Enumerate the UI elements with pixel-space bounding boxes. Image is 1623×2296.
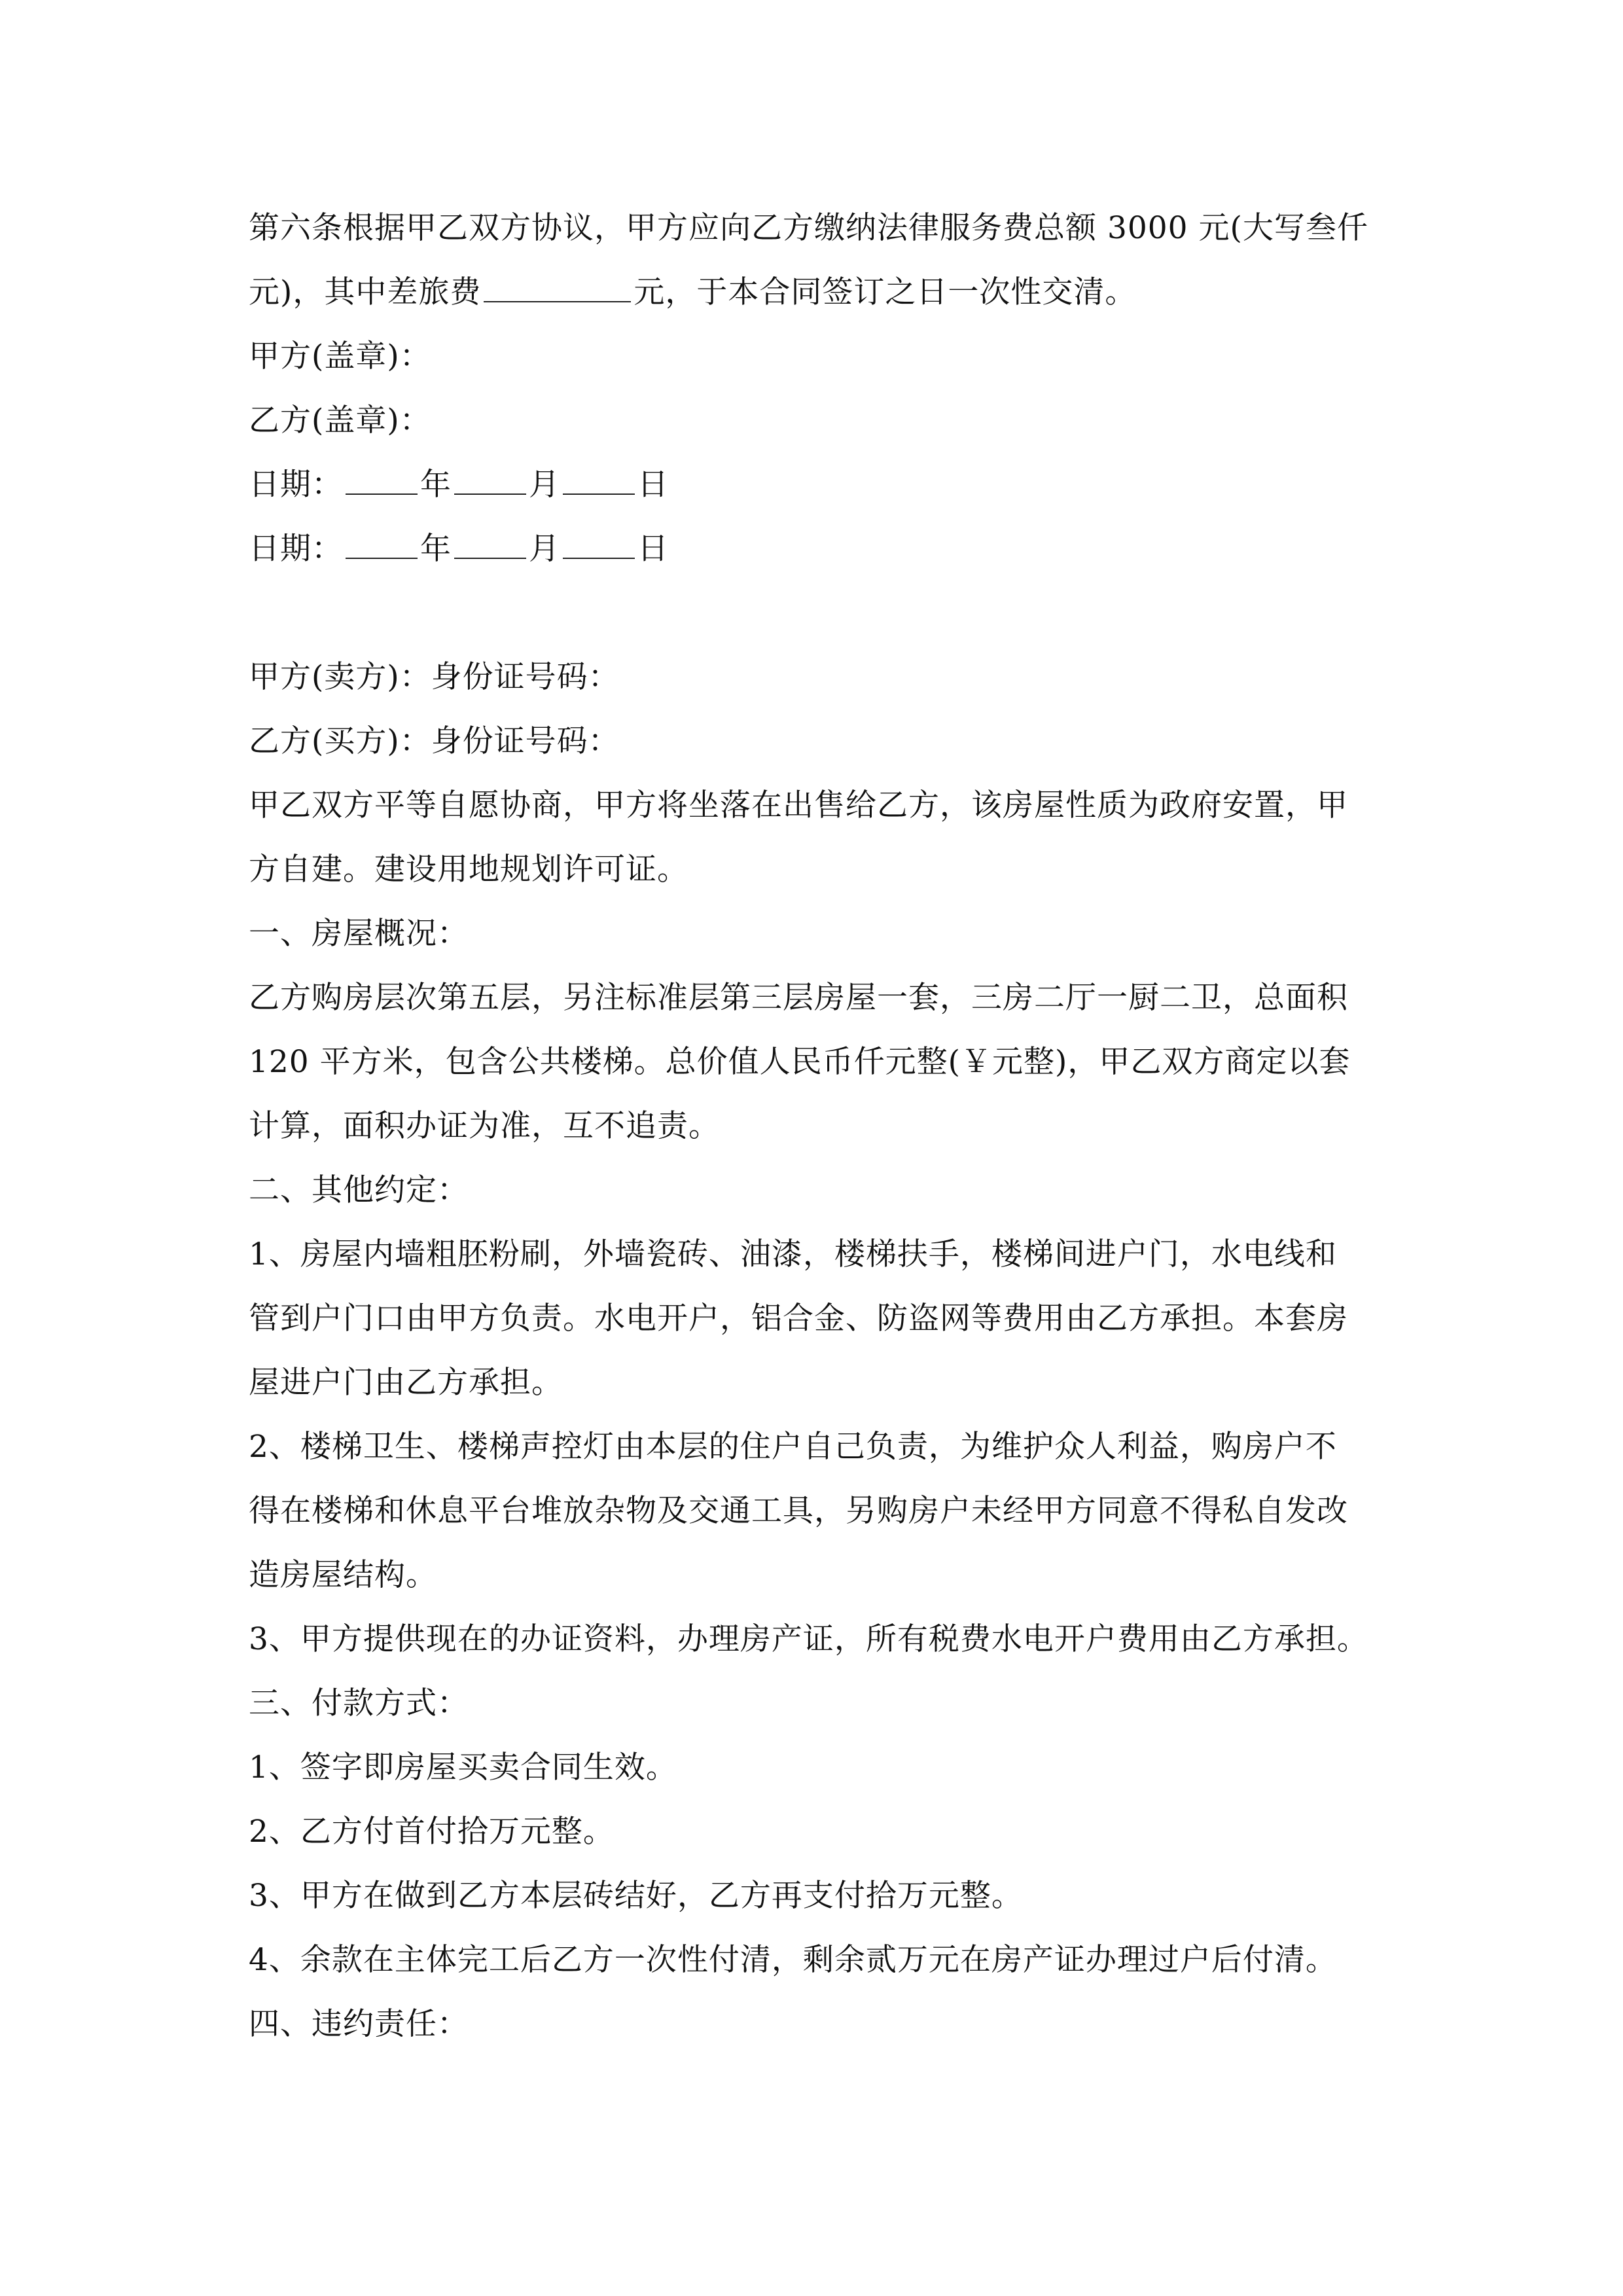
day-label: 日	[637, 467, 669, 503]
section-3-item-2: 2、乙方付首付拾万元整。	[249, 1814, 615, 1850]
year-label: 年	[420, 467, 452, 503]
date-line-2	[249, 517, 1400, 581]
year-blank	[346, 461, 418, 495]
year-blank	[346, 525, 418, 559]
section-3-item-3: 3、甲方在做到乙方本层砖结好，乙方再支付拾万元整。	[249, 1878, 1023, 1914]
section-2-item-2-line-3: 造房屋结构。	[249, 1557, 437, 1593]
section-4-title: 四、违约责任：	[249, 2006, 469, 2042]
buyer-line: 乙方(买方)：身份证号码：	[249, 723, 620, 759]
date-label: 日期：	[249, 467, 343, 503]
section-1-line-3: 计算，面积办证为准，互不追责。	[249, 1108, 720, 1144]
section-3-item-4: 4、余款在主体完工后乙方一次性付清，剩余贰万元在房产证办理过户后付清。	[249, 1942, 1337, 1978]
section-2-item-3: 3、甲方提供现在的办证资料，办理房产证，所有税费水电开户费用由乙方承担。	[249, 1621, 1368, 1657]
section-1-line-2: 120 平方米，包含公共楼梯。总价值人民币仟元整(￥元整)，甲乙双方商定以套	[249, 1044, 1351, 1080]
section-3-title: 三、付款方式：	[249, 1685, 469, 1721]
article6-line2-after: 元，于本合同签订之日一次性交清。	[633, 274, 1137, 310]
seller-line: 甲方(卖方)：身份证号码：	[249, 659, 620, 695]
section-3-item-1: 1、签字即房屋买卖合同生效。	[249, 1749, 677, 1785]
date-label: 日期：	[249, 531, 343, 567]
document-page	[249, 196, 1400, 2056]
section-2-item-1-line-2: 管到户门口由甲方负责。水电开户，铝合金、防盗网等费用由乙方承担。本套房	[249, 1300, 1348, 1336]
article6-line1: 第六条根据甲乙双方协议，甲方应向乙方缴纳法律服务费总额 3000 元(大写叁仟	[249, 210, 1368, 246]
party-b-seal: 乙方(盖章)：	[249, 403, 431, 439]
intro-line-1: 甲乙双方平等自愿协商，甲方将坐落在出售给乙方，该房屋性质为政府安置，甲	[249, 787, 1348, 823]
month-blank	[454, 525, 526, 559]
section-1-line-1: 乙方购房层次第五层，另注标准层第三层房屋一套，三房二厅一厨二卫，总面积	[249, 980, 1348, 1016]
day-blank	[563, 461, 635, 495]
year-label: 年	[420, 531, 452, 567]
party-a-seal: 甲方(盖章)：	[249, 338, 431, 374]
travel-fee-blank	[484, 268, 631, 302]
intro-line-2: 方自建。建设用地规划许可证。	[249, 852, 688, 888]
section-2-item-2-line-2: 得在楼梯和休息平台堆放杂物及交通工具，另购房户未经甲方同意不得私自发改	[249, 1493, 1348, 1529]
section-2-item-1-line-1: 1、房屋内墙粗胚粉刷，外墙瓷砖、油漆，楼梯扶手，楼梯间进户门，水电线和	[249, 1236, 1337, 1272]
month-blank	[454, 461, 526, 495]
section-2-item-2-line-1: 2、楼梯卫生、楼梯声控灯由本层的住户自己负责，为维护众人利益，购房户不	[249, 1429, 1337, 1465]
article6-line2-before: 元)，其中差旅费	[249, 274, 482, 310]
day-blank	[563, 525, 635, 559]
section-gap	[249, 581, 1400, 645]
section-1-title: 一、房屋概况：	[249, 916, 469, 952]
day-label: 日	[637, 531, 669, 567]
section-2-item-1-line-3: 屋进户门由乙方承担。	[249, 1365, 563, 1401]
month-label: 月	[529, 467, 560, 503]
date-line-1	[249, 453, 1400, 517]
section-2-title: 二、其他约定：	[249, 1172, 469, 1208]
month-label: 月	[529, 531, 560, 567]
article6-line2	[249, 260, 1400, 325]
